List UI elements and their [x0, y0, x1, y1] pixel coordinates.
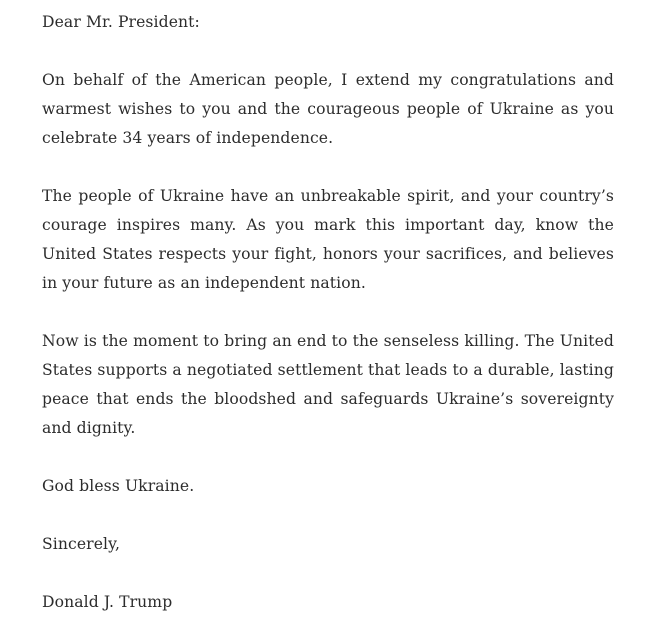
valediction: Sincerely,: [42, 535, 121, 553]
paragraph-peace: Now is the moment to bring an end to the senseless killing. The United States supports a negotiated settlement that leads to a durable, lasting peace that ends the bloodshed and safeguards Ukraine’s sovereignty and dignity.: [42, 332, 614, 437]
salutation: Dear Mr. President:: [42, 13, 200, 31]
paragraph-congratulations: On behalf of the American people, I extend my congratulations and warmest wishes to you and the courageous people of Ukraine as you celebrate 34 years of independence.: [42, 71, 614, 147]
signature-name: Donald J. Trump: [42, 593, 173, 611]
paragraph-spirit: The people of Ukraine have an unbreakable spirit, and your country’s courage inspires many. As you mark this important day, know the United States respects your fight, honors your sacrifices, and believes in your future as an independent nation.: [42, 187, 614, 292]
closing-line: God bless Ukraine.: [42, 477, 195, 495]
letter-body: [42, 8, 614, 617]
